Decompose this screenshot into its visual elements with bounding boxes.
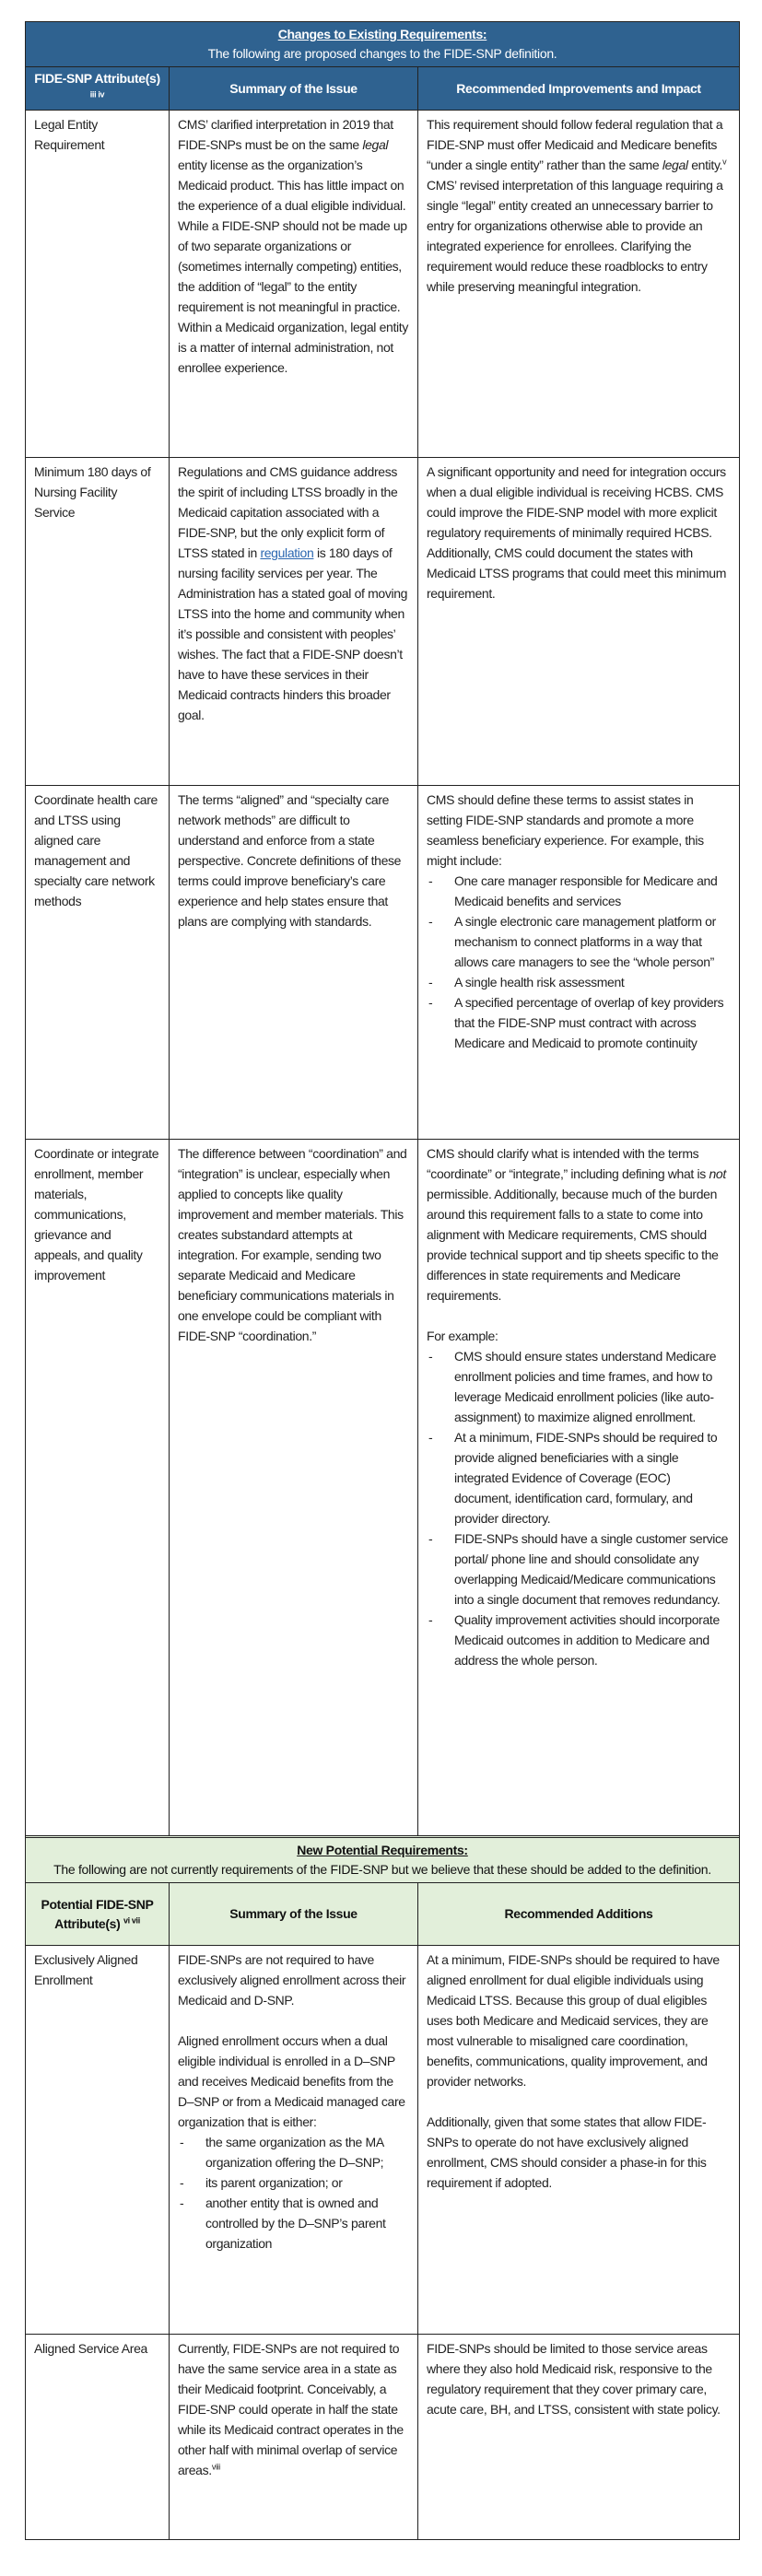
summary-cell: FIDE-SNPs are not required to have exclusively aligned enrollment across their Medicaid and D-SNP. Aligned enrollment occurs when a dual eligible individual is enrolled in a D–SNP and receives Medicaid benefits from the D–SNP or from a Medicaid managed care organization that is either: - the same organization as the MA organization offering the D–SNP; - its parent organization; or - another entity that is owned and controlled by the D–SNP’s parent organization — [170, 1946, 418, 2334]
col-header-attribute: Potential FIDE-SNP Attribute(s) $^{vi vii}$ — [41, 1896, 154, 1931]
recommendation-cell: FIDE-SNPs should be limited to those service areas where they also hold Medicaid risk, responsive to the regulatory requirement that they cover primary care, acute care, BH, and LTSS, consistent with state policy. — [427, 2341, 721, 2417]
list-item: - One care manager responsible for Medicare and Medicaid benefits and services — [427, 871, 731, 911]
list-item: - A single health risk assessment — [427, 972, 731, 992]
regulation-link[interactable]: regulation — [260, 545, 314, 560]
recommendation-list — [427, 1346, 731, 1670]
col-header-recommendations: Recommended Improvements and Impact — [456, 80, 701, 96]
col-header-summary: Summary of the Issue — [170, 67, 418, 110]
header-row — [26, 1882, 739, 1945]
col-header-recommendations: Recommended Additions — [504, 1906, 653, 1921]
summary-cell: CMS’ clarified interpretation in 2019 that FIDE-SNPs must be on the same legal entity license as the organization’s Medicaid product. This has little impact on the experience of a dual eligible individual. While a FIDE-SNP should not be made up of two separate organizations or (sometimes internally competing) entities, the addition of “legal” to the entity requirement is not meaningful in practice. Within a Medicaid organization, legal entity is a matter of internal administration, not enrollee experience. — [170, 111, 418, 457]
attribute-cell: Aligned Service Area — [26, 2335, 170, 2539]
attribute-cell: Coordinate or integrate enrollment, member materials, communications, grievance and appeals, and quality improvement — [26, 1140, 170, 1835]
section-banner-changes — [26, 22, 739, 66]
section-banner-new — [26, 1835, 739, 1882]
summary-cell: The difference between “coordination” and “integration” is unclear, especially when applied to concepts like quality improvement and member materials. This creates substandard attempts at integration. For example, sending two separate Medicaid and Medicare beneficiary communications materials in one envelope could be compliant with FIDE-SNP “coordination.” — [170, 1140, 418, 1835]
list-item: - Quality improvement activities should incorporate Medicaid outcomes in addition to Medicare and address the whole person. — [427, 1610, 731, 1670]
summary-cell: Currently, FIDE-SNPs are not required to have the same service area in a state as their Medicaid footprint. Conceivably, a FIDE-SNP could operate in half the state while its Medicaid contract operates in the other half with minimal overlap of service areas.$^{viii}$ — [170, 2335, 418, 2539]
section-subtitle: The following are proposed changes to the FIDE-SNP definition. — [207, 46, 557, 61]
recommendation-list — [427, 871, 731, 1053]
recommendation-cell: This requirement should follow federal regulation that a FIDE-SNP must offer Medicaid and Medicare benefits “under a single entity” rather than the same legal entity.$^v$ CMS’ revised interpretation of this language requiring a single “legal” entity created an unnecessary barrier to entry for organizations otherwise able to provide an integrated experience for enrollees. Clarifying the requirement would reduce these roadblocks to entry while preserving meaningful integration. — [427, 117, 727, 294]
list-item: - At a minimum, FIDE-SNPs should be required to provide aligned beneficiaries with a single integrated Evidence of Coverage (EOC) document, identification card, formulary, and provider directory. — [427, 1427, 731, 1528]
summary-cell: Regulations and CMS guidance address the spirit of including LTSS broadly in the Medicaid capitation associated with a FIDE-SNP, but the only explicit form of LTSS stated in regulation is 180 days of nursing facility services per year. The Administration has a stated goal of moving LTSS into the home and community when it’s possible and consistent with peoples’ wishes. The fact that a FIDE-SNP doesn’t have to have these services in their Medicaid contracts hinders this broader goal. — [170, 458, 418, 785]
list-item: - its parent organization; or — [178, 2172, 409, 2193]
table-row — [26, 785, 739, 1139]
col-header-attribute: FIDE-SNP Attribute(s) $^{iii iv}$ — [34, 71, 160, 100]
summary-cell: The terms “aligned” and “specialty care network methods” are difficult to understand and enforce from a state perspective. Concrete definitions of these terms could improve beneficiary’s care experience and help states ensure that plans are complying with standards. — [170, 786, 418, 1139]
attribute-cell: Legal Entity Requirement — [26, 111, 170, 457]
header-row — [26, 66, 739, 110]
section-title: New Potential Requirements: — [297, 1843, 468, 1857]
recommendation-cell: A significant opportunity and need for integration occurs when a dual eligible individual is receiving HCBS. CMS could improve the FIDE-SNP model with more explicit regulatory requirements of minimally required HCBS. Additionally, CMS could document the states with Medicaid LTSS programs that could meet this minimum requirement. — [427, 464, 727, 601]
list-item: - another entity that is owned and controlled by the D–SNP’s parent organization — [178, 2193, 409, 2254]
attribute-cell: Minimum 180 days of Nursing Facility Service — [26, 458, 170, 785]
recommendation-cell: CMS should define these terms to assist states in setting FIDE-SNP standards and promote a more seamless beneficiary experience. For example, this might include: - One care manager responsible for Medicare and Medicaid benefits and services - A single electronic care management platform or mechanism to connect platforms in a way that allows care managers to see the “whole person” - A single health risk assessment - A specified percentage of overlap of key providers that the FIDE-SNP must contract with across Medicare and Medicaid to promote continuity — [418, 786, 739, 1139]
list-item: - A single electronic care management platform or mechanism to connect platforms in a way that allows care managers to see the “whole person” — [427, 911, 731, 972]
list-item: - CMS should ensure states understand Medicare enrollment policies and time frames, and how to leverage Medicaid enrollment policies (like auto-assignment) to maximize aligned enrollment. — [427, 1346, 731, 1427]
fide-snp-table — [25, 21, 740, 2540]
table-row — [26, 2334, 739, 2539]
attribute-cell: Coordinate health care and LTSS using aligned care management and specialty care network methods — [26, 786, 170, 1139]
list-item: - the same organization as the MA organization offering the D–SNP; — [178, 2132, 409, 2172]
table-row — [26, 457, 739, 785]
table-row — [26, 1139, 739, 1835]
table-row — [26, 110, 739, 457]
section-title: Changes to Existing Requirements: — [277, 27, 487, 41]
recommendation-cell: CMS should clarify what is intended with the terms “coordinate” or “integrate,” including defining what is not permissible. Additionally, because much of the burden around this requirement falls to a state to come into alignment with Medicare requirements, CMS should provide technical support and tip sheets specific to the differences in state requirements and Medicare requirements. For example: - CMS should ensure states understand Medicare enrollment policies and time frames, and how to leverage Medicaid enrollment policies (like auto-assignment) to maximize aligned enrollment. - At a minimum, FIDE-SNPs should be required to provide aligned beneficiaries with a single integrated Evidence of Coverage (EOC) document, identification card, formulary, and provider directory. - FIDE-SNPs should have a single customer service portal/ phone line and should consolidate any overlapping Medicaid/Medicare communications into a single document that removes redundancy. - Quality improvement activities should incorporate Medicaid outcomes in addition to Medicare and address the whole person. — [418, 1140, 739, 1835]
summary-list — [178, 2132, 409, 2254]
list-item: - A specified percentage of overlap of key providers that the FIDE-SNP must contract with across Medicare and Medicaid to promote continuity — [427, 992, 731, 1053]
col-header-summary: Summary of the Issue — [170, 1883, 418, 1945]
table-row — [26, 1945, 739, 2334]
attribute-cell: Exclusively Aligned Enrollment — [26, 1946, 170, 2334]
list-item: - FIDE-SNPs should have a single customer service portal/ phone line and should consolidate any overlapping Medicaid/Medicare communications into a single document that removes redundancy. — [427, 1528, 731, 1610]
section-subtitle: The following are not currently requirements of the FIDE-SNP but we believe that these should be added to the definition. — [53, 1862, 711, 1877]
recommendation-cell: At a minimum, FIDE-SNPs should be required to have aligned enrollment for dual eligible individuals using Medicaid LTSS. Because this group of dual eligibles uses both Medicare and Medicaid services, they are most vulnerable to misaligned care coordination, benefits, communications, quality improvement, and provider networks. Additionally, given that some states that allow FIDE-SNPs to operate do not have exclusively aligned enrollment, CMS should consider a phase-in for this requirement if adopted. — [427, 1952, 720, 2190]
